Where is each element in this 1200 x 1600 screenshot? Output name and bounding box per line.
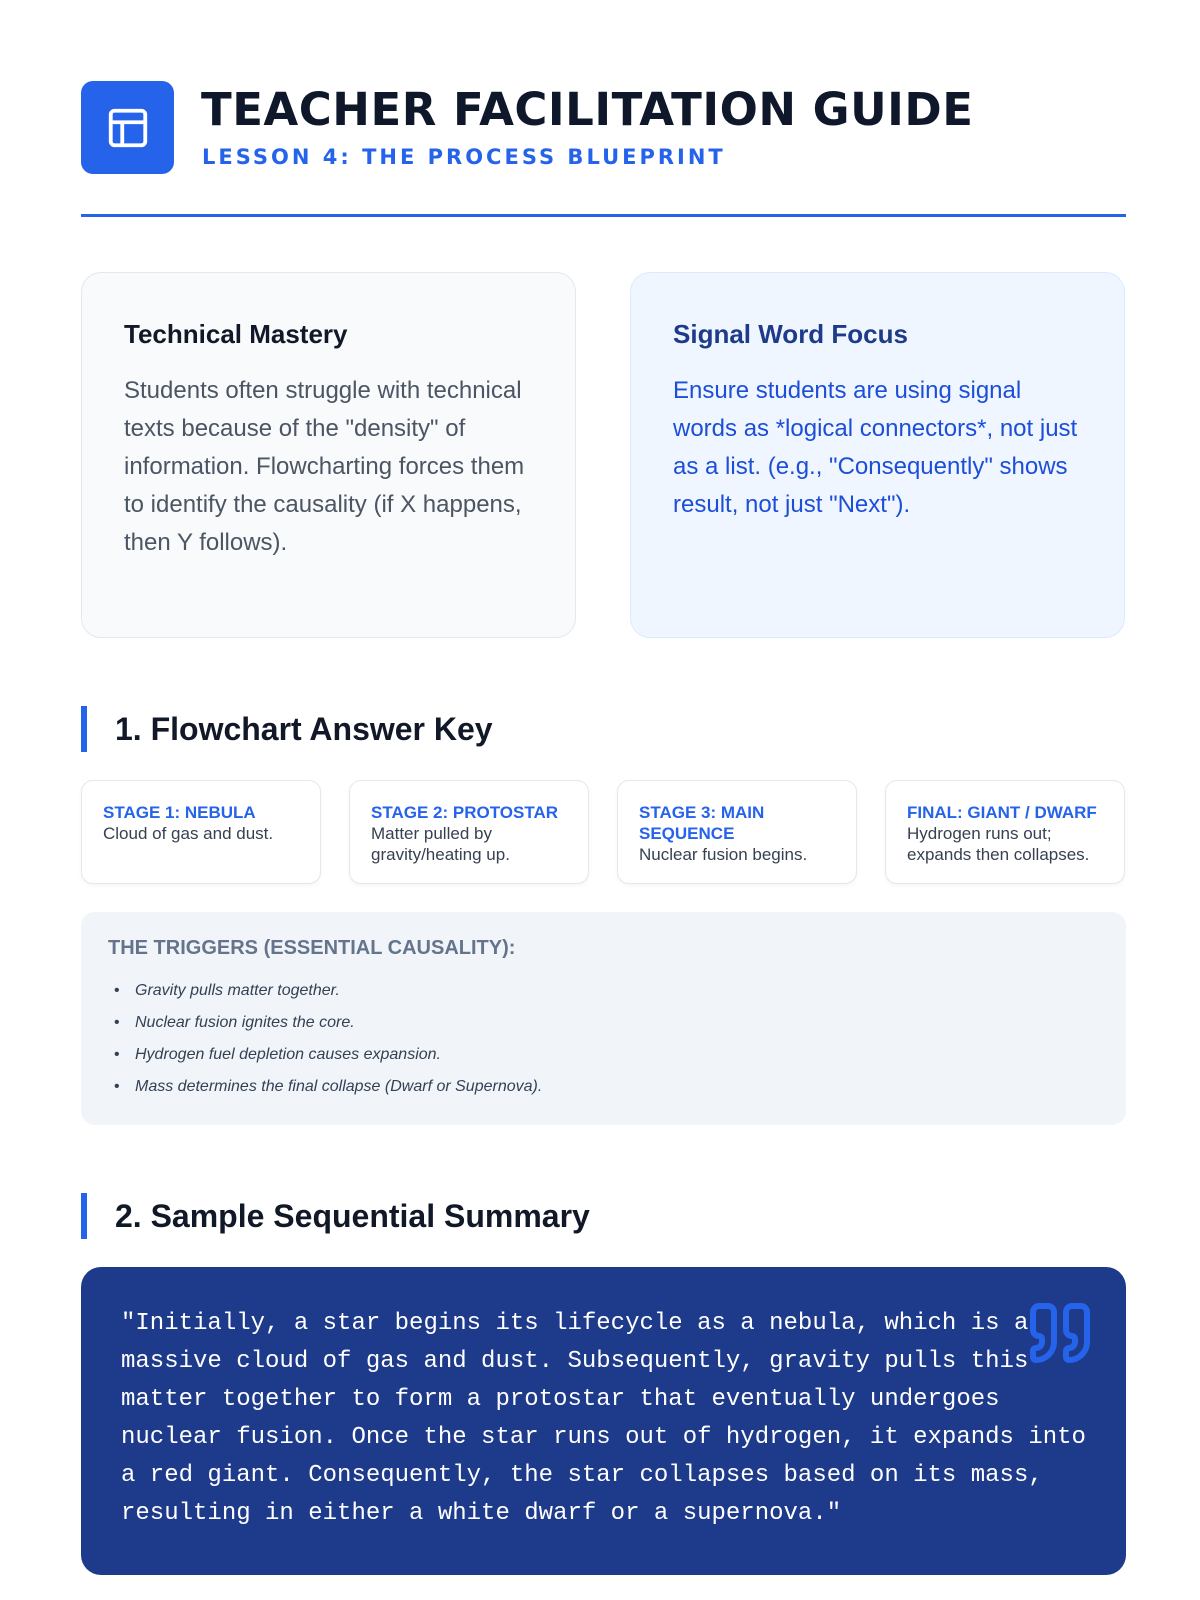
summary-quote-text: "Initially, a star begins its lifecycle as a nebula, which is a massive cloud of gas and dust. Subsequently, gravity pulls this matter together to form a protostar that eventually undergoes nuclear fusion. Once the star runs out of hydrogen, it expands into a red giant. Consequently, the star collapses based on its mass, resulting in either a white dwarf or a supernova."	[121, 1310, 1086, 1527]
signal-word-focus-card	[630, 272, 1125, 638]
list-item: • Nuclear fusion ignites the core.	[108, 1007, 1099, 1039]
technical-mastery-card	[81, 272, 576, 638]
signal-word-focus-body: Ensure students are using signal words as *logical connectors*, not just as a list. (e.g., "Consequently" shows result, not just "Next").	[673, 377, 1078, 518]
stage-card-final	[885, 780, 1125, 884]
stage-description: Hydrogen runs out; expands then collapses.	[907, 824, 1090, 864]
stage-description: Matter pulled by gravity/heating up.	[371, 824, 510, 864]
page-header	[81, 81, 1126, 217]
layout-template-icon	[81, 81, 174, 174]
stage-description: Nuclear fusion begins.	[639, 845, 808, 864]
stage-title: FINAL: GIANT / DWARF	[907, 803, 1097, 822]
stage-title: STAGE 1: NEBULA	[103, 803, 256, 822]
technical-mastery-title: Technical Mastery	[124, 319, 348, 349]
signal-word-focus-title: Signal Word Focus	[673, 319, 908, 349]
triggers-box	[81, 912, 1126, 1125]
section-heading-summary: 2. Sample Sequential Summary	[81, 1193, 590, 1239]
stage-card-main-sequence	[617, 780, 857, 884]
list-item: • Gravity pulls matter together.	[108, 975, 1099, 1007]
page-subtitle: LESSON 4: THE PROCESS BLUEPRINT	[202, 145, 726, 169]
section-heading-flowchart: 1. Flowchart Answer Key	[81, 706, 493, 752]
list-item: • Mass determines the final collapse (Dwarf or Supernova).	[108, 1071, 1099, 1103]
stage-title: STAGE 3: MAIN SEQUENCE	[639, 803, 765, 843]
stage-title: STAGE 2: PROTOSTAR	[371, 803, 559, 822]
page-title: TEACHER FACILITATION GUIDE	[201, 83, 974, 136]
list-item: • Hydrogen fuel depletion causes expansion.	[108, 1039, 1099, 1071]
triggers-heading: THE TRIGGERS (ESSENTIAL CAUSALITY):	[108, 937, 516, 959]
stage-card-protostar	[349, 780, 589, 884]
triggers-list	[108, 975, 1099, 1103]
stage-description: Cloud of gas and dust.	[103, 824, 274, 843]
sample-summary-quote	[81, 1267, 1126, 1575]
technical-mastery-body: Students often struggle with technical texts because of the "density" of information. Flowcharting forces them to identify the causality (if X happens, then Y follows).	[124, 377, 525, 556]
stage-card-nebula	[81, 780, 321, 884]
